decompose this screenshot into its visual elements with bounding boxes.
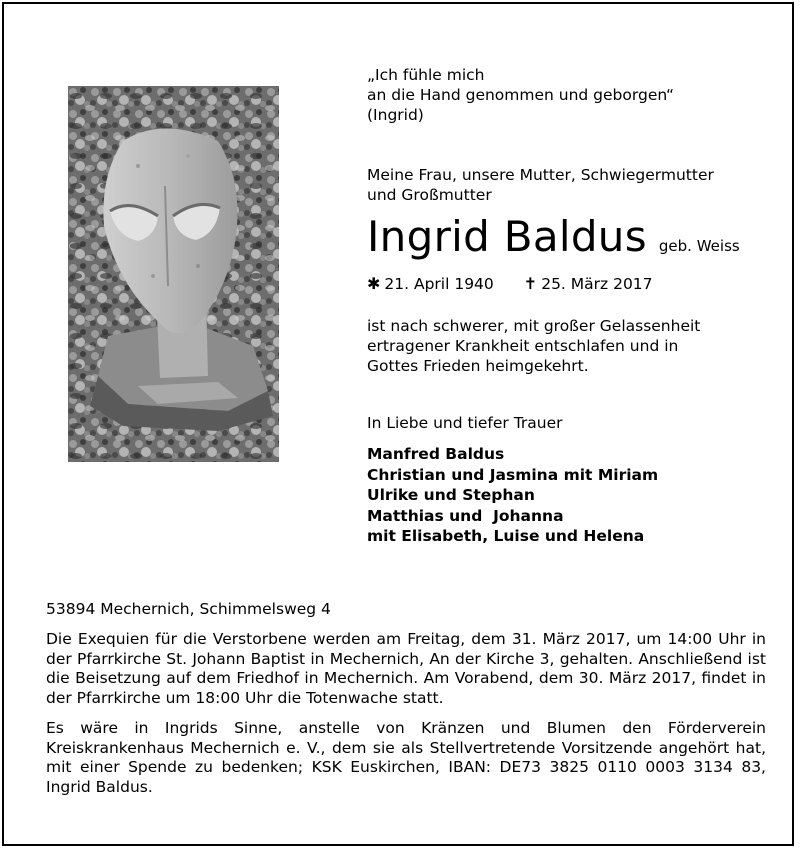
intro-line: und Großmutter [367, 186, 492, 204]
funeral-details-paragraph: Die Exequien für die Verstorbene werden am Freitag, dem 31. März 2017, um 14:00 Uhr in der Pfarrkirche St. Johann Baptist in Mechernich, An der Kirche 3, gehalten. Anschließend ist die Beisetzung auf dem Friedhof in Mechernich. Am Vorabend, dem 30. März 2017, findet in der Pfarrkirche um 18:00 Uhr die Totenwache statt. [46, 630, 766, 707]
announcement-line: Gottes Frieden heimgekehrt. [367, 357, 589, 375]
donation-paragraph: Es wäre in Ingrids Sinne, anstelle von Kränzen und Blumen den Förderverein Kreiskrankenhaus Mechernich e. V., dem sie als Stellvertretende Vorsitzende angehört hat, mit einer Spende zu bedenken; KSK Euskirchen, IBAN: DE73 3825 0110 0003 3134 83, Ingrid Baldus. [46, 719, 766, 796]
intro-line: Meine Frau, unsere Mutter, Schwiegermutter [367, 166, 714, 184]
sculpture-photo [68, 86, 279, 462]
maiden-name: geb. Weiss [658, 237, 740, 255]
address: 53894 Mechernich, Schimmelsweg 4 [46, 600, 331, 618]
quote-line: „Ich fühle mich [367, 66, 485, 84]
mourning-phrase: In Liebe und tiefer Trauer [367, 414, 563, 432]
quote-line: an die Hand genommen und geborgen“ [367, 86, 675, 104]
death-announcement [367, 316, 700, 376]
announcement-line: ist nach schwerer, mit großer Gelassenheit [367, 317, 701, 335]
deceased-name-line [367, 212, 740, 261]
birth-star-icon: ✱ [367, 274, 381, 293]
quote-author: (Ingrid) [367, 106, 424, 124]
stone-head-sculpture-image [68, 86, 279, 462]
mourner: Ulrike und Stephan [367, 486, 535, 504]
intro-text [367, 165, 714, 205]
announcement-line: ertragener Krankheit entschlafen und in [367, 337, 679, 355]
life-dates [367, 274, 653, 293]
death-cross-icon: ✝ [523, 274, 538, 293]
quote-block [367, 65, 674, 125]
birth-date: 21. April 1940 [384, 275, 494, 293]
mourner: Matthias und Johanna [367, 506, 564, 525]
mourners-list [367, 444, 658, 547]
mourner: Christian und Jasmina mit Miriam [367, 465, 659, 484]
deceased-name: Ingrid Baldus [367, 212, 647, 261]
obituary-card [2, 2, 794, 846]
mourner: mit Elisabeth, Luise und Helena [367, 527, 645, 545]
death-date: 25. März 2017 [541, 275, 653, 293]
mourner: Manfred Baldus [367, 445, 505, 463]
